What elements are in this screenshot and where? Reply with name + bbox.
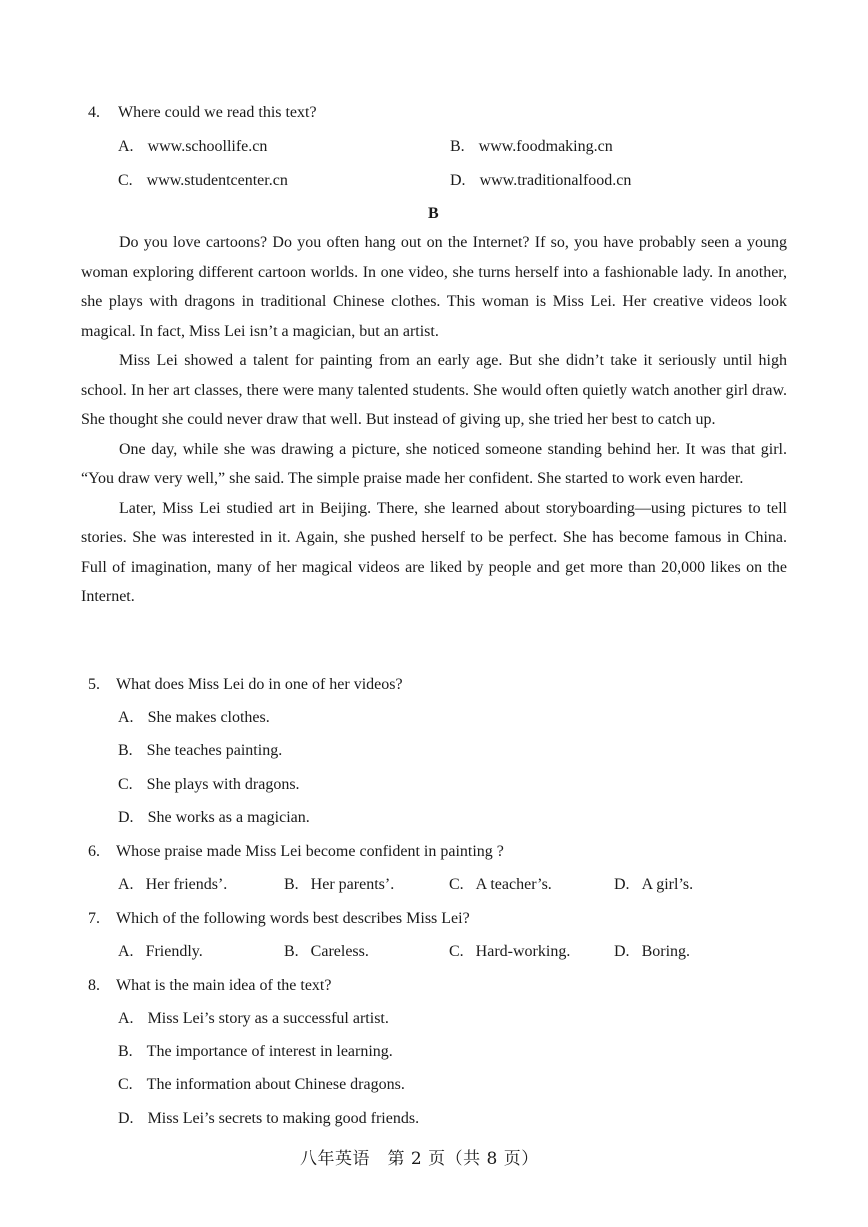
question-7 (88, 910, 470, 928)
paragraph-3: One day, while she was drawing a picture, she noticed someone standing behind her. It was that girl. “You draw very well,” she said. The simple praise made her confident. She started to work even harder. (81, 440, 787, 487)
option-d: D. A girl’s. (614, 876, 694, 893)
question-6 (88, 843, 504, 861)
question-number: 5. (88, 676, 100, 693)
passage (81, 228, 787, 612)
page-footer: 八年英语 第 2 页（共 8 页） (300, 1149, 539, 1169)
paragraph-4: Later, Miss Lei studied art in Beijing. There, she learned about storyboarding—using pictures to tell stories. She was interested in it. Again, she pushed herself to be perfect. She has become famous in China. Full of imagination, many of her magical videos are liked by people and get more than 20,000 likes on the Internet. (81, 499, 787, 605)
paragraph-1: Do you love cartoons? Do you often hang out on the Internet? If so, you have probably seen a young woman exploring different cartoon worlds. In one video, she turns herself into a fashionable lady. In another, she plays with dragons in traditional Chinese clothes. This woman is Miss Lei. Her creative videos look magical. In fact, Miss Lei isn’t a magician, but an artist. (81, 234, 787, 340)
option-b: B. www.foodmaking.cn (450, 138, 613, 155)
option-a: A. Miss Lei’s story as a successful artist. (118, 1010, 389, 1027)
option-d: D. She works as a magician. (118, 809, 310, 826)
option-c: C. A teacher’s. (449, 876, 552, 893)
option-d: D. Boring. (614, 943, 691, 960)
paragraph-2: Miss Lei showed a talent for painting from an early age. But she didn’t take it seriously until high school. In her art classes, there were many talented students. She would often quietly watch another girl draw. She thought she could never draw that well. But instead of giving up, she tried her best to catch up. (81, 352, 787, 428)
option-c: C. Hard-working. (449, 943, 571, 960)
option-b: B. She teaches painting. (118, 742, 283, 759)
section-title: B (428, 205, 439, 222)
option-c: C. The information about Chinese dragons. (118, 1076, 405, 1093)
option-c: C. www.studentcenter.cn (118, 172, 288, 189)
question-text: What does Miss Lei do in one of her videos? (116, 676, 403, 693)
question-number: 6. (88, 843, 100, 860)
question-5 (88, 676, 403, 694)
option-d: D. www.traditionalfood.cn (450, 172, 632, 189)
question-text: Where could we read this text? (118, 104, 317, 121)
option-a: A. She makes clothes. (118, 709, 270, 726)
option-c: C. She plays with dragons. (118, 776, 300, 793)
question-8 (88, 977, 331, 995)
option-a: A. Her friends’. (118, 876, 228, 893)
question-number: 8. (88, 977, 100, 994)
question-text: Which of the following words best describes Miss Lei? (116, 910, 470, 927)
question-4 (88, 104, 317, 122)
option-a: A. Friendly. (118, 943, 203, 960)
option-b: B. Her parents’. (284, 876, 395, 893)
option-d: D. Miss Lei’s secrets to making good friends. (118, 1110, 420, 1127)
option-b: B. Careless. (284, 943, 369, 960)
option-a: A. www.schoollife.cn (118, 138, 268, 155)
question-number: 7. (88, 910, 100, 927)
question-text: Whose praise made Miss Lei become confident in painting ? (116, 843, 504, 860)
option-b: B. The importance of interest in learning. (118, 1043, 393, 1060)
question-text: What is the main idea of the text? (116, 977, 332, 994)
question-number: 4. (88, 104, 100, 121)
